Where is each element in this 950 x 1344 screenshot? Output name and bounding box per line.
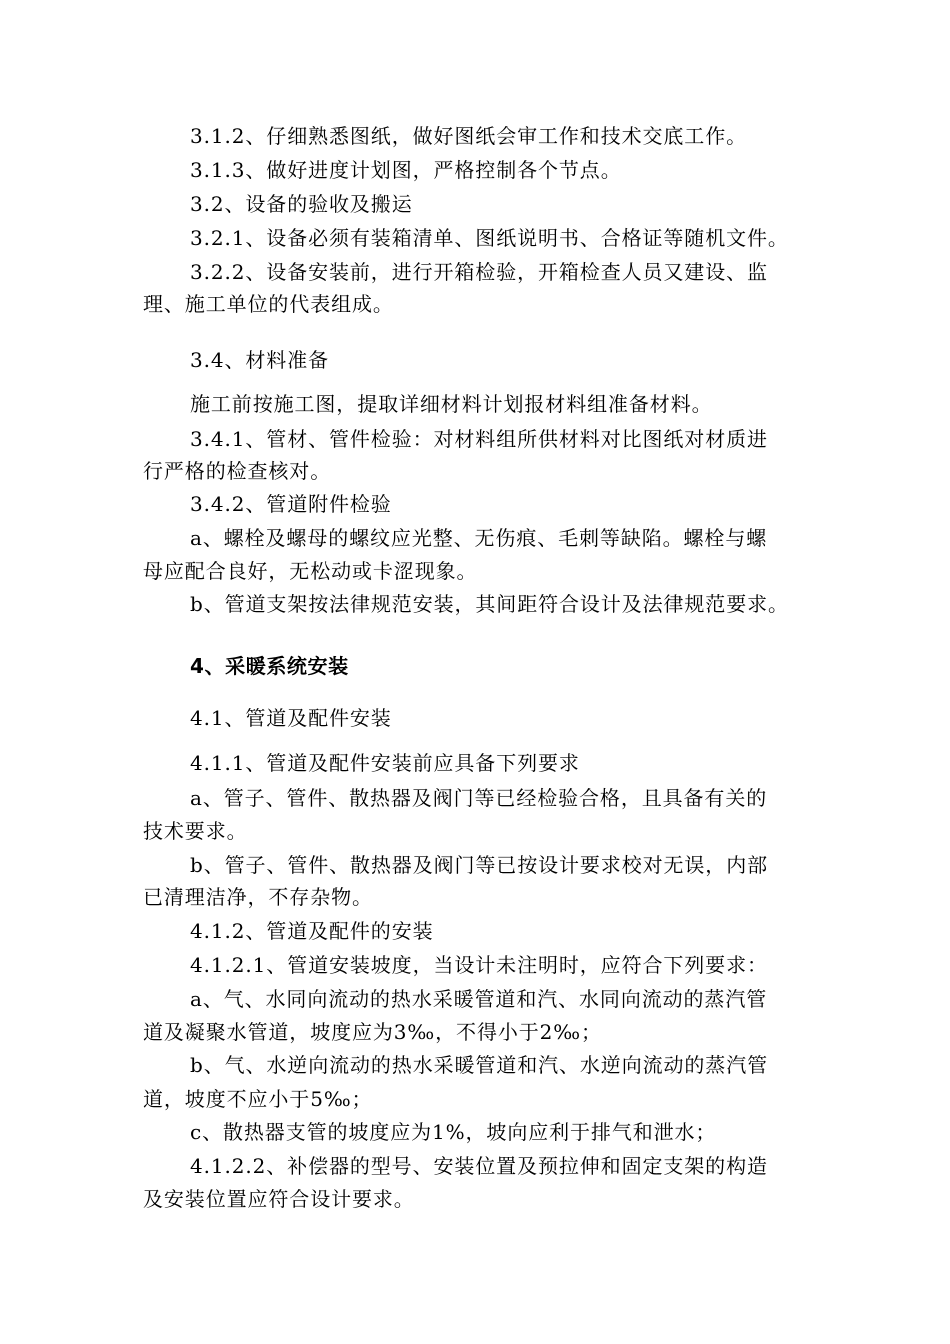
text-line: 3.4.2、管道附件检验 xyxy=(190,492,392,516)
text-line: 行严格的检查核对。 xyxy=(143,459,332,483)
text-line: 4.1.2.1、管道安装坡度，当设计未注明时，应符合下列要求： xyxy=(190,953,768,977)
text-line: 4.1.1、管道及配件安装前应具备下列要求 xyxy=(190,751,580,775)
text-line: b、气、水逆向流动的热水采暖管道和汽、水逆向流动的蒸汽管 xyxy=(190,1053,769,1077)
section-heading: 3.4、材料准备 xyxy=(190,348,330,372)
text-line: 母应配合良好，无松动或卡涩现象。 xyxy=(143,559,478,583)
text-line: b、管道支架按法律规范安装，其间距符合设计及法律规范要求。 xyxy=(190,592,789,616)
text-line: 施工前按施工图，提取详细材料计划报材料组准备材料。 xyxy=(190,392,713,416)
chapter-heading: 4、采暖系统安装 xyxy=(190,654,349,678)
text-line: 3.4.1、管材、管件检验：对材料组所供材料对比图纸对材质进 xyxy=(190,427,768,451)
text-line: a、螺栓及螺母的螺纹应光整、无伤痕、毛刺等缺陷。螺栓与螺 xyxy=(190,526,768,550)
text-line: 3.1.2、仔细熟悉图纸，做好图纸会审工作和技术交底工作。 xyxy=(190,124,747,148)
text-line: 技术要求。 xyxy=(143,819,248,843)
text-line: 4.1.2.2、补偿器的型号、安装位置及预拉伸和固定支架的构造 xyxy=(190,1154,768,1178)
text-line: b、管子、管件、散热器及阀门等已按设计要求校对无误，内部 xyxy=(190,853,769,877)
text-line: c、散热器支管的坡度应为1%，坡向应利于排气和泄水； xyxy=(190,1120,717,1144)
section-heading: 4.1、管道及配件安装 xyxy=(190,706,392,730)
text-line: 3.2.2、设备安装前，进行开箱检验，开箱检查人员又建设、监 xyxy=(190,260,768,284)
text-line: 道及凝聚水管道，坡度应为3‰，不得小于2‰； xyxy=(143,1020,602,1044)
section-heading: 3.2、设备的验收及搬运 xyxy=(190,192,413,216)
text-line: 及安装位置应符合设计要求。 xyxy=(143,1187,415,1211)
text-line: 3.1.3、做好进度计划图，严格控制各个节点。 xyxy=(190,158,622,182)
text-line: a、气、水同向流动的热水采暖管道和汽、水同向流动的蒸汽管 xyxy=(190,987,768,1011)
text-line: 4.1.2、管道及配件的安装 xyxy=(190,919,434,943)
text-line: 道，坡度不应小于5‰； xyxy=(143,1087,373,1111)
text-line: 3.2.1、设备必须有装箱清单、图纸说明书、合格证等随机文件。 xyxy=(190,226,789,250)
text-line: 理、施工单位的代表组成。 xyxy=(143,292,394,316)
text-line: a、管子、管件、散热器及阀门等已经检验合格，且具备有关的 xyxy=(190,786,768,810)
text-line: 已清理洁净，不存杂物。 xyxy=(143,885,373,909)
